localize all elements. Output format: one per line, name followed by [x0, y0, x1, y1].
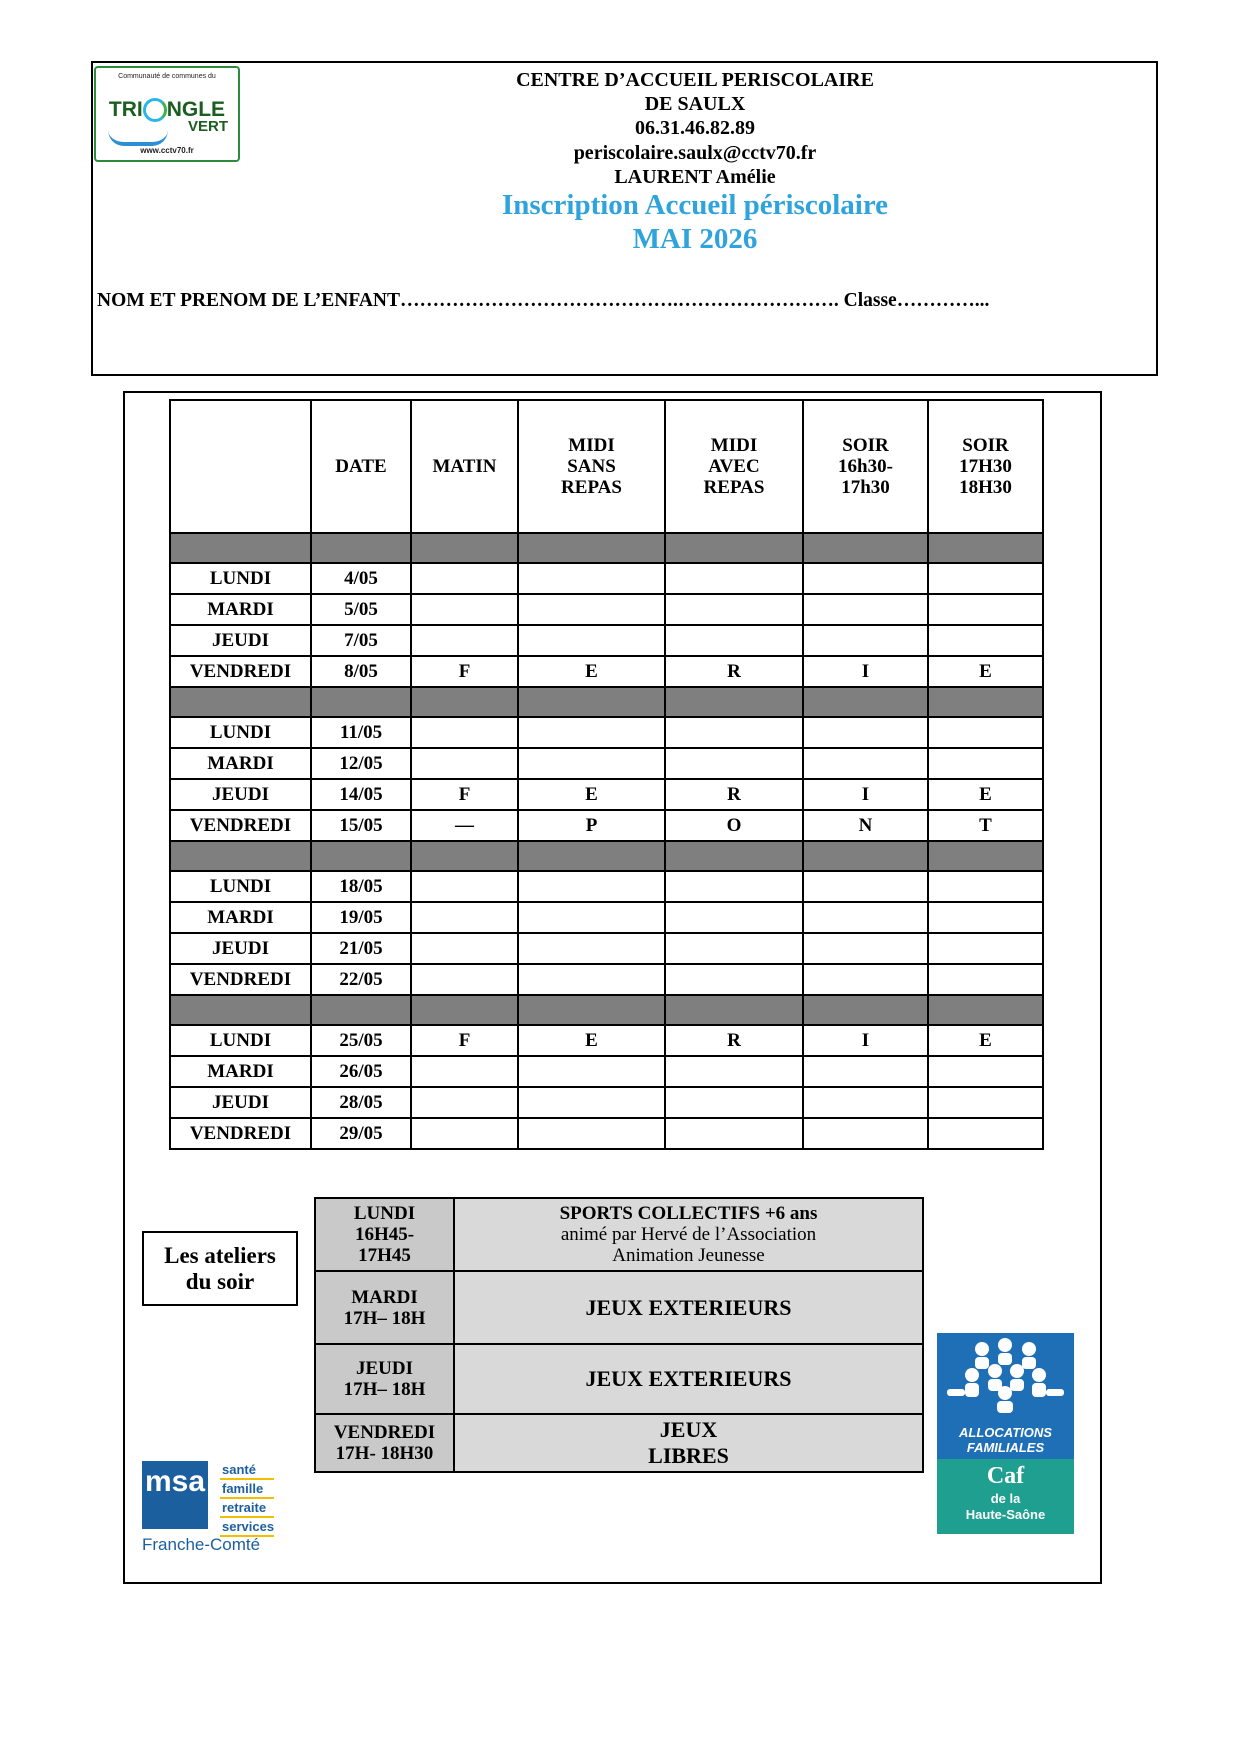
separator-cell [170, 841, 311, 871]
slot-cell[interactable] [928, 625, 1043, 656]
caf-line2: FAMILIALES [966, 1440, 1045, 1455]
week-separator-row [170, 687, 1043, 717]
slot-cell[interactable] [411, 748, 518, 779]
logo-community-text: Communauté de communes du [118, 73, 216, 80]
slot-cell: E [518, 779, 665, 810]
slot-cell[interactable] [665, 933, 803, 964]
date-cell: 12/05 [311, 748, 411, 779]
table-body [170, 533, 1043, 1149]
slot-cell[interactable] [928, 1118, 1043, 1149]
caf-dept2: Haute-Saône [965, 1507, 1046, 1522]
slot-cell[interactable] [665, 563, 803, 594]
header-soir-2: SOIR 17H30 18H30 [928, 400, 1043, 533]
slot-cell[interactable] [928, 594, 1043, 625]
caf-line1: ALLOCATIONS [959, 1425, 1052, 1440]
separator-cell [311, 995, 411, 1025]
separator-cell [170, 995, 311, 1025]
separator-cell [665, 841, 803, 871]
slot-cell[interactable] [411, 563, 518, 594]
centre-location: DE SAULX [644, 93, 746, 115]
slot-cell[interactable] [518, 748, 665, 779]
triangle-vert-logo [94, 66, 240, 162]
day-cell: JEUDI [170, 779, 311, 810]
slot-cell: — [411, 810, 518, 841]
date-cell: 11/05 [311, 717, 411, 748]
logo-wave-icon [108, 130, 168, 146]
msa-logo [140, 1461, 300, 1557]
slot-cell[interactable] [665, 871, 803, 902]
date-cell: 26/05 [311, 1056, 411, 1087]
slot-cell[interactable] [518, 902, 665, 933]
slot-cell[interactable] [665, 1118, 803, 1149]
table-row [170, 1087, 1043, 1118]
table-row [170, 625, 1043, 656]
msa-region: Franche-Comté [142, 1535, 261, 1554]
slot-cell[interactable] [518, 717, 665, 748]
slot-cell[interactable] [803, 1118, 928, 1149]
atelier-row [315, 1198, 923, 1271]
logo-name-part2: NGLE [166, 98, 226, 121]
separator-cell [803, 687, 928, 717]
date-cell: 14/05 [311, 779, 411, 810]
slot-cell[interactable] [803, 717, 928, 748]
slot-cell[interactable] [803, 625, 928, 656]
header-midi-sans-repas: MIDI SANS REPAS [518, 400, 665, 533]
slot-cell[interactable] [803, 1087, 928, 1118]
date-cell: 21/05 [311, 933, 411, 964]
slot-cell: I [803, 1025, 928, 1056]
date-cell: 5/05 [311, 594, 411, 625]
separator-cell [665, 995, 803, 1025]
week-separator-row [170, 533, 1043, 563]
slot-cell[interactable] [803, 933, 928, 964]
header-soir-1: SOIR 16h30- 17h30 [803, 400, 928, 533]
atelier-title: JEUX LIBRES [648, 1417, 729, 1468]
msa-logo-mark-text: msa [144, 1465, 206, 1498]
atelier-title: JEUX EXTERIEURS [585, 1294, 792, 1320]
msa-word: services [220, 1518, 274, 1537]
date-cell: 8/05 [311, 656, 411, 687]
separator-cell [518, 995, 665, 1025]
slot-cell[interactable] [803, 964, 928, 995]
slot-cell[interactable] [665, 748, 803, 779]
slot-cell[interactable] [411, 1056, 518, 1087]
atelier-when: JEUDI 17H– 18H [315, 1344, 454, 1414]
table-row [170, 656, 1043, 687]
registration-table [169, 399, 1044, 1150]
slot-cell: R [665, 779, 803, 810]
logo-url: www.cctv70.fr [140, 146, 194, 155]
separator-cell [928, 687, 1043, 717]
date-cell: 15/05 [311, 810, 411, 841]
page-title: Inscription Accueil périscolaire [501, 189, 889, 221]
caf-name: Caf [986, 1463, 1025, 1489]
slot-cell[interactable] [411, 1118, 518, 1149]
caf-dept1: de la [990, 1491, 1021, 1506]
day-cell: JEUDI [170, 1087, 311, 1118]
header-midi-avec-repas: MIDI AVEC REPAS [665, 400, 803, 533]
logo-name-part1: TRI [108, 98, 143, 121]
date-cell: 22/05 [311, 964, 411, 995]
msa-word: santé [220, 1461, 274, 1480]
slot-cell[interactable] [803, 1056, 928, 1087]
slot-cell[interactable] [411, 871, 518, 902]
atelier-when: LUNDI 16H45- 17H45 [315, 1198, 454, 1271]
date-cell: 7/05 [311, 625, 411, 656]
header-matin: MATIN [411, 400, 518, 533]
msa-logo-words [220, 1461, 274, 1537]
slot-cell: T [928, 810, 1043, 841]
msa-word: retraite [220, 1499, 274, 1518]
slot-cell[interactable] [411, 933, 518, 964]
slot-cell: P [518, 810, 665, 841]
slot-cell[interactable] [928, 563, 1043, 594]
msa-word: famille [220, 1480, 274, 1499]
slot-cell: I [803, 656, 928, 687]
separator-cell [928, 841, 1043, 871]
day-cell: LUNDI [170, 1025, 311, 1056]
table-row [170, 933, 1043, 964]
day-cell: LUNDI [170, 563, 311, 594]
slot-cell: O [665, 810, 803, 841]
slot-cell[interactable] [518, 625, 665, 656]
slot-cell: R [665, 1025, 803, 1056]
slot-cell[interactable] [928, 717, 1043, 748]
centre-contact: LAURENT Amélie [614, 166, 776, 188]
day-cell: MARDI [170, 748, 311, 779]
table-row [170, 902, 1043, 933]
table-row [170, 594, 1043, 625]
slot-cell[interactable] [803, 902, 928, 933]
slot-cell[interactable] [803, 563, 928, 594]
slot-cell[interactable] [518, 964, 665, 995]
atelier-activity [454, 1271, 923, 1344]
child-name-field: NOM ET PRENOM DE L’ENFANT…………………………………….……………………. Classe…………... [97, 290, 990, 311]
slot-cell: E [928, 656, 1043, 687]
day-cell: VENDREDI [170, 964, 311, 995]
slot-cell: F [411, 656, 518, 687]
week-separator-row [170, 841, 1043, 871]
slot-cell[interactable] [665, 1087, 803, 1118]
day-cell: VENDREDI [170, 810, 311, 841]
slot-cell: N [803, 810, 928, 841]
separator-cell [518, 841, 665, 871]
slot-cell[interactable] [665, 902, 803, 933]
caf-logo-top [937, 1333, 1074, 1459]
separator-cell [411, 533, 518, 563]
table-row [170, 871, 1043, 902]
separator-cell [665, 687, 803, 717]
table-row [170, 1025, 1043, 1056]
table-row [170, 717, 1043, 748]
centre-email: periscolaire.saulx@cctv70.fr [573, 142, 817, 164]
table-row [170, 748, 1043, 779]
slot-cell[interactable] [665, 594, 803, 625]
caf-logo [937, 1333, 1074, 1534]
slot-cell[interactable] [928, 902, 1043, 933]
table-row [170, 779, 1043, 810]
separator-cell [411, 841, 518, 871]
slot-cell: E [928, 1025, 1043, 1056]
ateliers-label: Les ateliers du soir [142, 1231, 298, 1306]
centre-phone: 06.31.46.82.89 [635, 117, 755, 139]
day-cell: MARDI [170, 594, 311, 625]
separator-cell [411, 995, 518, 1025]
slot-cell[interactable] [928, 871, 1043, 902]
separator-cell [803, 533, 928, 563]
separator-cell [518, 687, 665, 717]
caf-children-icon [937, 1333, 1074, 1425]
separator-cell [518, 533, 665, 563]
day-cell: MARDI [170, 902, 311, 933]
separator-cell [311, 841, 411, 871]
separator-cell [311, 687, 411, 717]
atelier-when: VENDREDI 17H- 18H30 [315, 1414, 454, 1472]
slot-cell[interactable] [928, 1087, 1043, 1118]
atelier-row [315, 1414, 923, 1472]
table-row [170, 563, 1043, 594]
atelier-row [315, 1344, 923, 1414]
separator-cell [170, 533, 311, 563]
page-month: MAI 2026 [632, 223, 758, 255]
ateliers-body [315, 1198, 923, 1472]
msa-logo-mark [142, 1461, 208, 1529]
slot-cell[interactable] [928, 1056, 1043, 1087]
slot-cell[interactable] [411, 1087, 518, 1118]
separator-cell [928, 533, 1043, 563]
slot-cell[interactable] [803, 594, 928, 625]
day-cell: VENDREDI [170, 1118, 311, 1149]
slot-cell: F [411, 779, 518, 810]
date-cell: 29/05 [311, 1118, 411, 1149]
separator-cell [311, 533, 411, 563]
date-cell: 4/05 [311, 563, 411, 594]
slot-cell[interactable] [518, 563, 665, 594]
slot-cell[interactable] [518, 1087, 665, 1118]
day-cell: MARDI [170, 1056, 311, 1087]
slot-cell: F [411, 1025, 518, 1056]
header-day [170, 400, 311, 533]
table-row [170, 810, 1043, 841]
separator-cell [803, 995, 928, 1025]
atelier-activity [454, 1344, 923, 1414]
table-row [170, 1056, 1043, 1087]
table-row [170, 1118, 1043, 1149]
table-row [170, 964, 1043, 995]
atelier-when: MARDI 17H– 18H [315, 1271, 454, 1344]
slot-cell: E [928, 779, 1043, 810]
separator-cell [928, 995, 1043, 1025]
slot-cell[interactable] [518, 1056, 665, 1087]
separator-cell [665, 533, 803, 563]
slot-cell[interactable] [803, 871, 928, 902]
table-header-row [170, 400, 1043, 533]
day-cell: LUNDI [170, 871, 311, 902]
slot-cell[interactable] [928, 964, 1043, 995]
slot-cell: I [803, 779, 928, 810]
slot-cell[interactable] [518, 1118, 665, 1149]
slot-cell: R [665, 656, 803, 687]
atelier-title: SPORTS COLLECTIFS +6 ans [559, 1203, 818, 1224]
slot-cell[interactable] [518, 933, 665, 964]
atelier-activity [454, 1414, 923, 1472]
slot-cell[interactable] [928, 748, 1043, 779]
date-cell: 19/05 [311, 902, 411, 933]
slot-cell[interactable] [411, 717, 518, 748]
slot-cell: E [518, 656, 665, 687]
separator-cell [803, 841, 928, 871]
slot-cell[interactable] [665, 717, 803, 748]
atelier-title: JEUX EXTERIEURS [585, 1366, 792, 1391]
atelier-subtitle: animé par Hervé de l’Association Animation Jeunesse [560, 1224, 817, 1266]
slot-cell[interactable] [665, 964, 803, 995]
slot-cell: E [518, 1025, 665, 1056]
slot-cell[interactable] [411, 964, 518, 995]
slot-cell[interactable] [411, 594, 518, 625]
atelier-row [315, 1271, 923, 1344]
day-cell: LUNDI [170, 717, 311, 748]
slot-cell[interactable] [803, 748, 928, 779]
caf-familiales [937, 1425, 1074, 1455]
date-cell: 18/05 [311, 871, 411, 902]
centre-name: CENTRE D’ACCUEIL PERISCOLAIRE [516, 69, 874, 91]
separator-cell [411, 687, 518, 717]
slot-cell[interactable] [411, 625, 518, 656]
slot-cell[interactable] [411, 902, 518, 933]
caf-department [937, 1491, 1074, 1523]
slot-cell[interactable] [928, 933, 1043, 964]
logo-vert: VERT [187, 118, 228, 135]
separator-cell [170, 687, 311, 717]
header-date: DATE [311, 400, 411, 533]
day-cell: JEUDI [170, 625, 311, 656]
slot-cell[interactable] [665, 1056, 803, 1087]
slot-cell[interactable] [518, 871, 665, 902]
ateliers-table [314, 1197, 924, 1473]
day-cell: VENDREDI [170, 656, 311, 687]
atelier-activity [454, 1198, 923, 1271]
logo-swoosh-icon [143, 98, 167, 122]
slot-cell[interactable] [665, 625, 803, 656]
date-cell: 28/05 [311, 1087, 411, 1118]
day-cell: JEUDI [170, 933, 311, 964]
date-cell: 25/05 [311, 1025, 411, 1056]
week-separator-row [170, 995, 1043, 1025]
slot-cell[interactable] [518, 594, 665, 625]
